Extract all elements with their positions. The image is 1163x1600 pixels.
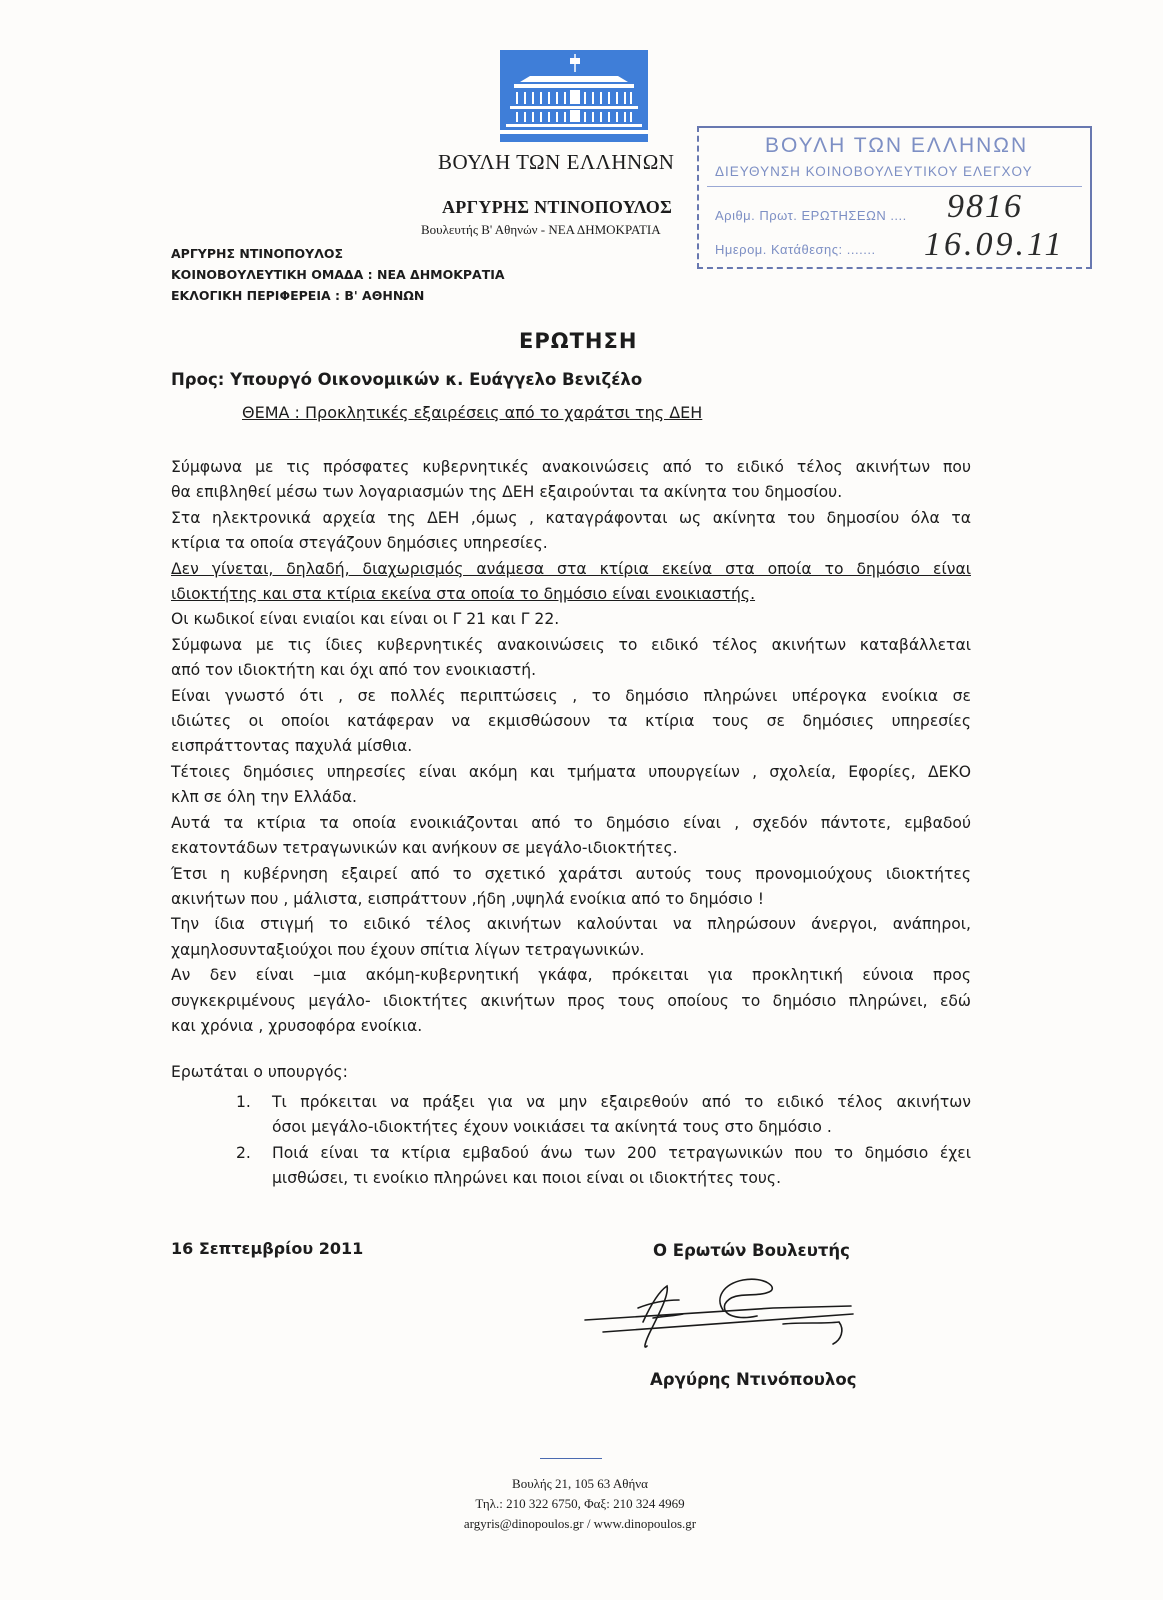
signer-name: Αργύρης Ντινόπουλος — [650, 1370, 857, 1389]
mp-title: Βουλευτής Β' Αθηνών - ΝΕΑ ΔΗΜΟΚΡΑΤΙΑ — [421, 222, 661, 237]
body-line: Δεν γίνεται, δηλαδή, διαχωρισμός ανάμεσα στα κτίρια εκείνα στα οποία το δημόσιο είναι — [171, 559, 971, 578]
body-line: εισπράττοντας παχυλά μίσθια. — [171, 737, 413, 756]
body-line: Αν δεν είναι –μια ακόμη-κυβερνητική γκάφα, πρόκειται για προκλητική εύνοια προς — [171, 966, 971, 985]
sender-party: ΚΟΙΝΟΒΟΥΛΕΥΤΙΚΗ ΟΜΑΔΑ : ΝΕΑ ΔΗΜΟΚΡΑΤΙΑ — [171, 267, 505, 282]
stamp-rule — [707, 186, 1082, 187]
body-line: Σύμφωνα με τις ίδιες κυβερνητικές ανακοινώσεις το ειδικό τέλος ακινήτων καταβάλλεται — [171, 635, 971, 654]
body-line: συγκεκριμένους μεγάλο- ιδιοκτήτες ακινήτων προς τους οποίους το δημόσιο πληρώνει, εδώ — [171, 991, 971, 1010]
question-number: 1. — [236, 1093, 251, 1111]
body-text — [171, 455, 971, 1039]
body-line: ιδιοκτήτης και στα κτίρια εκείνα στα οποία το δημόσιο είναι ενοικιαστής. — [171, 585, 756, 604]
subject: ΘΕΜΑ : Προκλητικές εξαιρέσεις από το χαράτσι της ΔΕΗ — [242, 403, 703, 422]
document-date: 16 Σεπτεμβρίου 2011 — [171, 1239, 364, 1258]
body-line: Αυτά τα κτίρια τα οποία ενοικιάζονται από το δημόσιο είναι , σχεδόν πάντοτε, εμβαδού — [171, 813, 971, 832]
body-line: Τέτοιες δημόσιες υπηρεσίες είναι ακόμη και τμήματα υπουργείων , σχολεία, Εφορίες, ΔΕΚΟ — [171, 762, 971, 781]
sender-district: ΕΚΛΟΓΙΚΗ ΠΕΡΙΦΕΡΕΙΑ : Β' ΑΘΗΝΩΝ — [171, 288, 425, 303]
parliament-logo — [500, 50, 648, 142]
footer — [380, 1474, 780, 1534]
stamp-title: ΒΟΥΛΗ ΤΩΝ ΕΛΛΗΝΩΝ — [765, 134, 1029, 157]
question-item — [236, 1090, 971, 1141]
body-line: Την ίδια στιγμή το ειδικό τέλος ακινήτων καλούνται να πληρώσουν άνεργοι, ανάπηροι, — [171, 915, 971, 934]
footer-phones: Τηλ.: 210 322 6750, Φαξ: 210 324 4969 — [475, 1496, 685, 1511]
signature — [583, 1270, 883, 1370]
sender-info — [171, 243, 505, 306]
parliament-name: ΒΟΥΛΗ ΤΩΝ ΕΛΛΗΝΩΝ — [438, 150, 675, 174]
questions-intro: Ερωτάται ο υπουργός: — [171, 1063, 348, 1081]
footer-rule — [540, 1458, 602, 1459]
body-line: Έτσι η κυβέρνηση εξαιρεί από το σχετικό χαράτσι αυτούς τους προνομιούχους ιδιοκτήτες — [171, 864, 971, 883]
filing-stamp — [697, 126, 1092, 269]
stamp-filing-date: 16.09.11 — [924, 226, 1065, 263]
body-line: ακινήτων που , μάλιστα, εισπράττουν ,ήδη ,υψηλά ενοίκια από το δημόσιο ! — [171, 889, 764, 908]
recipient: Προς: Υπουργό Οικονομικών κ. Ευάγγελο Βενιζέλο — [171, 370, 643, 389]
body-line: κτίρια τα οποία στεγάζουν δημόσιες υπηρεσίες. — [171, 534, 548, 553]
footer-address: Βουλής 21, 105 63 Αθήνα — [512, 1476, 648, 1491]
question-line: Ποιά είναι τα κτίρια εμβαδού άνω των 200 τετραγωνικών που το δημόσιο έχει — [272, 1143, 971, 1162]
stamp-protocol-label: Αριθμ. Πρωτ. ΕΡΩΤΗΣΕΩΝ .... — [715, 208, 907, 223]
footer-contact: argyris@dinopoulos.gr / www.dinopoulos.gr — [463, 1516, 697, 1531]
document-title: ΕΡΩΤΗΣΗ — [519, 329, 638, 353]
body-line: Οι κωδικοί είναι ενιαίοι και είναι οι Γ 21 και Γ 22. — [171, 610, 560, 629]
body-line: και χρόνια , χρυσοφόρα ενοίκια. — [171, 1016, 423, 1035]
question-number: 2. — [236, 1143, 251, 1162]
questions-list — [236, 1090, 971, 1192]
mp-name: ΑΡΓΥΡΗΣ ΝΤΙΝΟΠΟΥΛΟΣ — [442, 197, 673, 217]
stamp-department: ΔΙΕΥΘΥΝΣΗ ΚΟΙΝΟΒΟΥΛΕΥΤΙΚΟΥ ΕΛΕΓΧΟΥ — [715, 164, 1033, 179]
body-line: ιδιώτες οι οποίοι κατάφεραν να εκμισθώσουν τα κτίρια τους σε δημόσιες υπηρεσίες — [171, 712, 971, 731]
body-line: Σύμφωνα με τις πρόσφατες κυβερνητικές ανακοινώσεις από το ειδικό τέλος ακινήτων που — [171, 458, 971, 476]
question-line: όσοι μεγάλο-ιδιοκτήτες έχουν νοικιάσει τα ακίνητά τους στο δημόσιο . — [272, 1118, 832, 1137]
body-line: Στα ηλεκτρονικά αρχεία της ΔΕΗ ,όμως , καταγράφονται ως ακίνητα του δημοσίου όλα τα — [171, 508, 971, 527]
body-line: θα επιβληθεί μέσω των λογαριασμών της ΔΕΗ εξαιρούνται τα ακίνητα του δημοσίου. — [171, 483, 843, 502]
body-line: από τον ιδιοκτήτη και όχι από τον ενοικιαστή. — [171, 661, 537, 680]
signer-label: Ο Ερωτών Βουλευτής — [653, 1241, 850, 1260]
sender-name: ΑΡΓΥΡΗΣ ΝΤΙΝΟΠΟΥΛΟΣ — [171, 246, 344, 261]
body-line: χαμηλοσυνταξιούχοι που έχουν σπίτια λίγων τετραγωνικών. — [171, 940, 645, 959]
question-line: Τι πρόκειται να πράξει για να μην εξαιρεθούν από το ειδικό τέλος ακινήτων — [272, 1093, 971, 1111]
stamp-date-label: Ημερομ. Κατάθεσης: ....... — [715, 242, 876, 257]
stamp-protocol-number: 9816 — [947, 188, 1023, 225]
question-item — [236, 1141, 971, 1192]
body-line: Είναι γνωστό ότι , σε πολλές περιπτώσεις , το δημόσιο πληρώνει υπέρογκα ενοίκια σε — [171, 686, 971, 705]
body-line: εκατοντάδων τετραγωνικών και ανήκουν σε μεγάλο-ιδιοκτήτες. — [171, 839, 678, 858]
body-line: κλπ σε όλη την Ελλάδα. — [171, 788, 357, 807]
question-line: μισθώσει, τι ενοίκιο πληρώνει και ποιοι είναι οι ιδιοκτήτες τους. — [272, 1169, 782, 1188]
